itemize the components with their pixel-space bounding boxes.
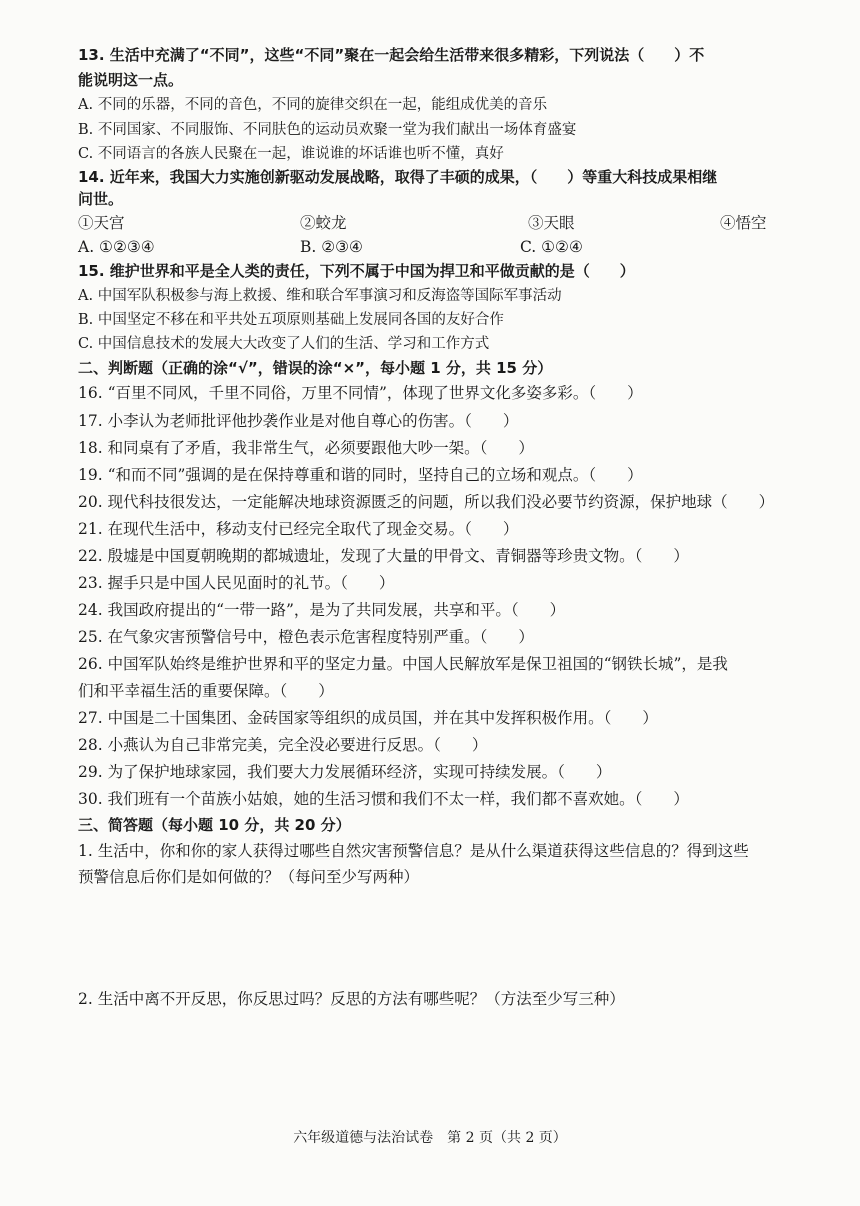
judgement-item-25: 25. 在气象灾害预警信号中，橙色表示危害程度特别严重。（ ） [78,628,534,646]
judgement-item-26-cont: 们和平幸福生活的重要保障。（ ） [78,682,334,700]
question-14-item-3: ③天眼 [528,214,575,232]
question-14-stem: 14. 近年来，我国大力实施创新驱动发展战略，取得了丰硕的成果，（ ）等重大科技成果相继 [78,168,718,186]
judgement-item-24: 24. 我国政府提出的“一带一路”，是为了共同发展，共享和平。（ ） [78,601,566,619]
section-3-title: 三、简答题（每小题 10 分，共 20 分） [78,816,351,834]
question-15-option-b: B. 中国坚定不移在和平共处五项原则基础上发展同各国的友好合作 [78,312,504,328]
judgement-item-19: 19. “和而不同”强调的是在保持尊重和谐的同时，坚持自己的立场和观点。（ ） [78,466,643,484]
judgement-item-27: 27. 中国是二十国集团、金砖国家等组织的成员国，并在其中发挥积极作用。（ ） [78,709,658,727]
judgement-item-23: 23. 握手只是中国人民见面时的礼节。（ ） [78,574,395,592]
question-15-option-c: C. 中国信息技术的发展大大改变了人们的生活、学习和工作方式 [78,336,490,352]
short-answer-1-cont: 预警信息后你们是如何做的？（每问至少写两种） [78,868,420,886]
judgement-item-26: 26. 中国军队始终是维护世界和平的坚定力量。中国人民解放军是保卫祖国的“钢铁长城”，是我 [78,655,728,673]
judgement-item-21: 21. 在现代生活中，移动支付已经完全取代了现金交易。（ ） [78,520,519,538]
section-2-title: 二、判断题（正确的涂“√”，错误的涂“×”，每小题 1 分，共 15 分） [78,359,553,377]
question-14-option-a: A. ①②③④ [78,238,155,256]
question-14-option-c: C. ①②④ [520,238,583,256]
judgement-item-17: 17. 小李认为老师批评他抄袭作业是对他自尊心的伤害。（ ） [78,412,519,430]
question-13-stem-cont: 能说明这一点。 [78,71,184,89]
question-13-option-a: A. 不同的乐器，不同的音色，不同的旋律交织在一起，能组成优美的音乐 [78,97,548,113]
question-15-stem: 15. 维护世界和平是全人类的责任，下列不属于中国为捍卫和平做贡献的是（ ） [78,262,635,280]
question-14-item-4: ④悟空 [720,214,767,232]
question-14-item-1: ①天宫 [78,214,125,232]
judgement-item-16: 16. “百里不同风，千里不同俗，万里不同情”，体现了世界文化多姿多彩。（ ） [78,384,643,402]
question-14-stem-cont: 问世。 [78,190,124,208]
short-answer-2: 2. 生活中离不开反思，你反思过吗？反思的方法有哪些呢？（方法至少写三种） [78,990,625,1008]
question-13-stem: 13. 生活中充满了“不同”，这些“不同”聚在一起会给生活带来很多精彩，下列说法（ ）不 [78,46,705,64]
judgement-item-29: 29. 为了保护地球家园，我们要大力发展循环经济，实现可持续发展。（ ） [78,763,612,781]
question-14-option-b: B. ②③④ [300,238,363,256]
question-13-option-b: B. 不同国家、不同服饰、不同肤色的运动员欢聚一堂为我们献出一场体育盛宴 [78,122,577,138]
judgement-item-28: 28. 小燕认为自己非常完美，完全没必要进行反思。（ ） [78,736,488,754]
question-15-option-a: A. 中国军队积极参与海上救援、维和联合军事演习和反海盗等国际军事活动 [78,288,562,304]
question-13-option-c: C. 不同语言的各族人民聚在一起，谁说谁的坏话谁也听不懂，真好 [78,146,504,162]
short-answer-1: 1. 生活中，你和你的家人获得过哪些自然灾害预警信息？是从什么渠道获得这些信息的？得到这些 [78,842,749,860]
judgement-item-22: 22. 殷墟是中国夏朝晚期的都城遗址，发现了大量的甲骨文、青铜器等珍贵文物。（ ） [78,547,689,565]
page-footer: 六年级道德与法治试卷 第 2 页（共 2 页） [293,1130,567,1146]
judgement-item-18: 18. 和同桌有了矛盾，我非常生气，必须要跟他大吵一架。（ ） [78,439,534,457]
question-14-item-2: ②蛟龙 [300,214,347,232]
judgement-item-30: 30. 我们班有一个苗族小姑娘，她的生活习惯和我们不太一样，我们都不喜欢她。（ ） [78,790,689,808]
judgement-item-20: 20. 现代科技很发达，一定能解决地球资源匮乏的问题，所以我们没必要节约资源，保护地球（ ） [78,493,775,511]
